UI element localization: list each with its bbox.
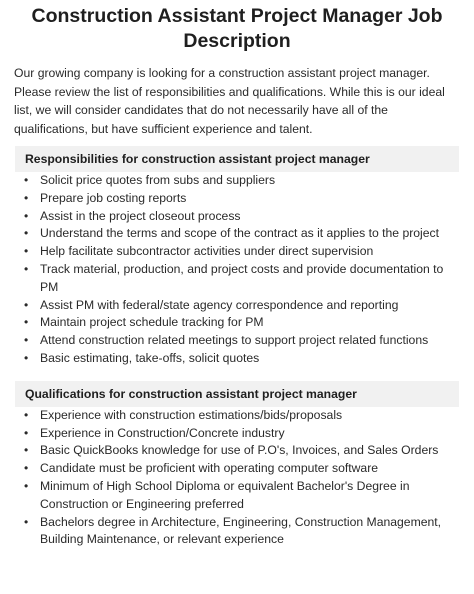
bullet-icon: • — [24, 226, 29, 241]
bullet-icon: • — [24, 350, 29, 365]
page-title: Construction Assistant Project Manager Job Description — [31, 5, 443, 52]
bullet-icon: • — [24, 443, 29, 458]
list-item — [24, 190, 460, 208]
bullet-icon: • — [24, 261, 29, 276]
bullet-icon: • — [24, 190, 29, 205]
qualifications-list — [0, 407, 474, 549]
list-item-text: Assist in the project closeout process — [40, 208, 241, 223]
responsibilities-header-label: Responsibilities for construction assistant project manager — [25, 152, 370, 166]
list-item — [24, 460, 460, 478]
list-item-text: Maintain project schedule tracking for PM — [40, 315, 264, 330]
list-item — [24, 314, 460, 332]
list-item-text: Minimum of High School Diploma or equivalent Bachelor's Degree in Construction or Engineering preferred — [40, 478, 410, 511]
responsibilities-header — [15, 146, 459, 172]
list-item-text: Assist PM with federal/state agency correspondence and reporting — [40, 297, 399, 312]
list-item — [24, 350, 460, 368]
list-item-text: Prepare job costing reports — [40, 190, 187, 205]
list-item — [24, 225, 460, 243]
bullet-icon: • — [24, 173, 29, 187]
list-item — [24, 407, 460, 425]
list-item-text: Understand the terms and scope of the contract as it applies to the project — [40, 226, 440, 241]
bullet-icon: • — [24, 407, 29, 422]
list-item — [24, 425, 460, 443]
list-item-text: Basic QuickBooks knowledge for use of P.O's, Invoices, and Sales Orders — [40, 443, 439, 458]
bullet-icon: • — [24, 208, 29, 223]
bullet-icon: • — [24, 333, 29, 348]
list-item-text: Basic estimating, take-offs, solicit quotes — [40, 350, 260, 365]
list-item — [24, 442, 460, 460]
list-item-text: Attend construction related meetings to support project related functions — [40, 333, 429, 348]
list-item — [24, 297, 460, 315]
list-item — [24, 172, 460, 190]
list-item-text: Track material, production, and project costs and provide documentation to PM — [40, 261, 444, 294]
list-item-text: Experience with construction estimations/bids/proposals — [40, 407, 343, 422]
bullet-icon: • — [24, 425, 29, 440]
list-item-text: Help facilitate subcontractor activities under direct supervision — [40, 244, 374, 259]
list-item — [24, 332, 460, 350]
bullet-icon: • — [24, 514, 29, 529]
list-item-text: Candidate must be proficient with operating computer software — [40, 461, 379, 476]
list-item — [24, 261, 460, 297]
qualifications-header — [15, 381, 459, 407]
bullet-icon: • — [24, 297, 29, 312]
bullet-icon: • — [24, 315, 29, 330]
list-item — [24, 478, 460, 514]
list-item-text: Solicit price quotes from subs and suppliers — [40, 173, 276, 187]
list-item-text: Bachelors degree in Architecture, Engineering, Construction Management, Building Maintenance, or relevant experience — [40, 514, 442, 547]
list-item — [24, 243, 460, 261]
qualifications-header-label: Qualifications for construction assistant project manager — [25, 386, 357, 401]
bullet-icon: • — [24, 478, 29, 493]
list-item — [24, 208, 460, 226]
bullet-icon: • — [24, 461, 29, 476]
bullet-icon: • — [24, 244, 29, 259]
list-item — [24, 514, 460, 550]
responsibilities-list — [0, 172, 474, 368]
intro-paragraph: Our growing company is looking for a construction assistant project manager. Please review the list of responsibilities and qualifications. While this is our ideal list, we will consider candidates that do not necessarily have all of the qualifications, but have sufficient experience and talent. — [14, 66, 445, 136]
list-item-text: Experience in Construction/Concrete industry — [40, 425, 285, 440]
